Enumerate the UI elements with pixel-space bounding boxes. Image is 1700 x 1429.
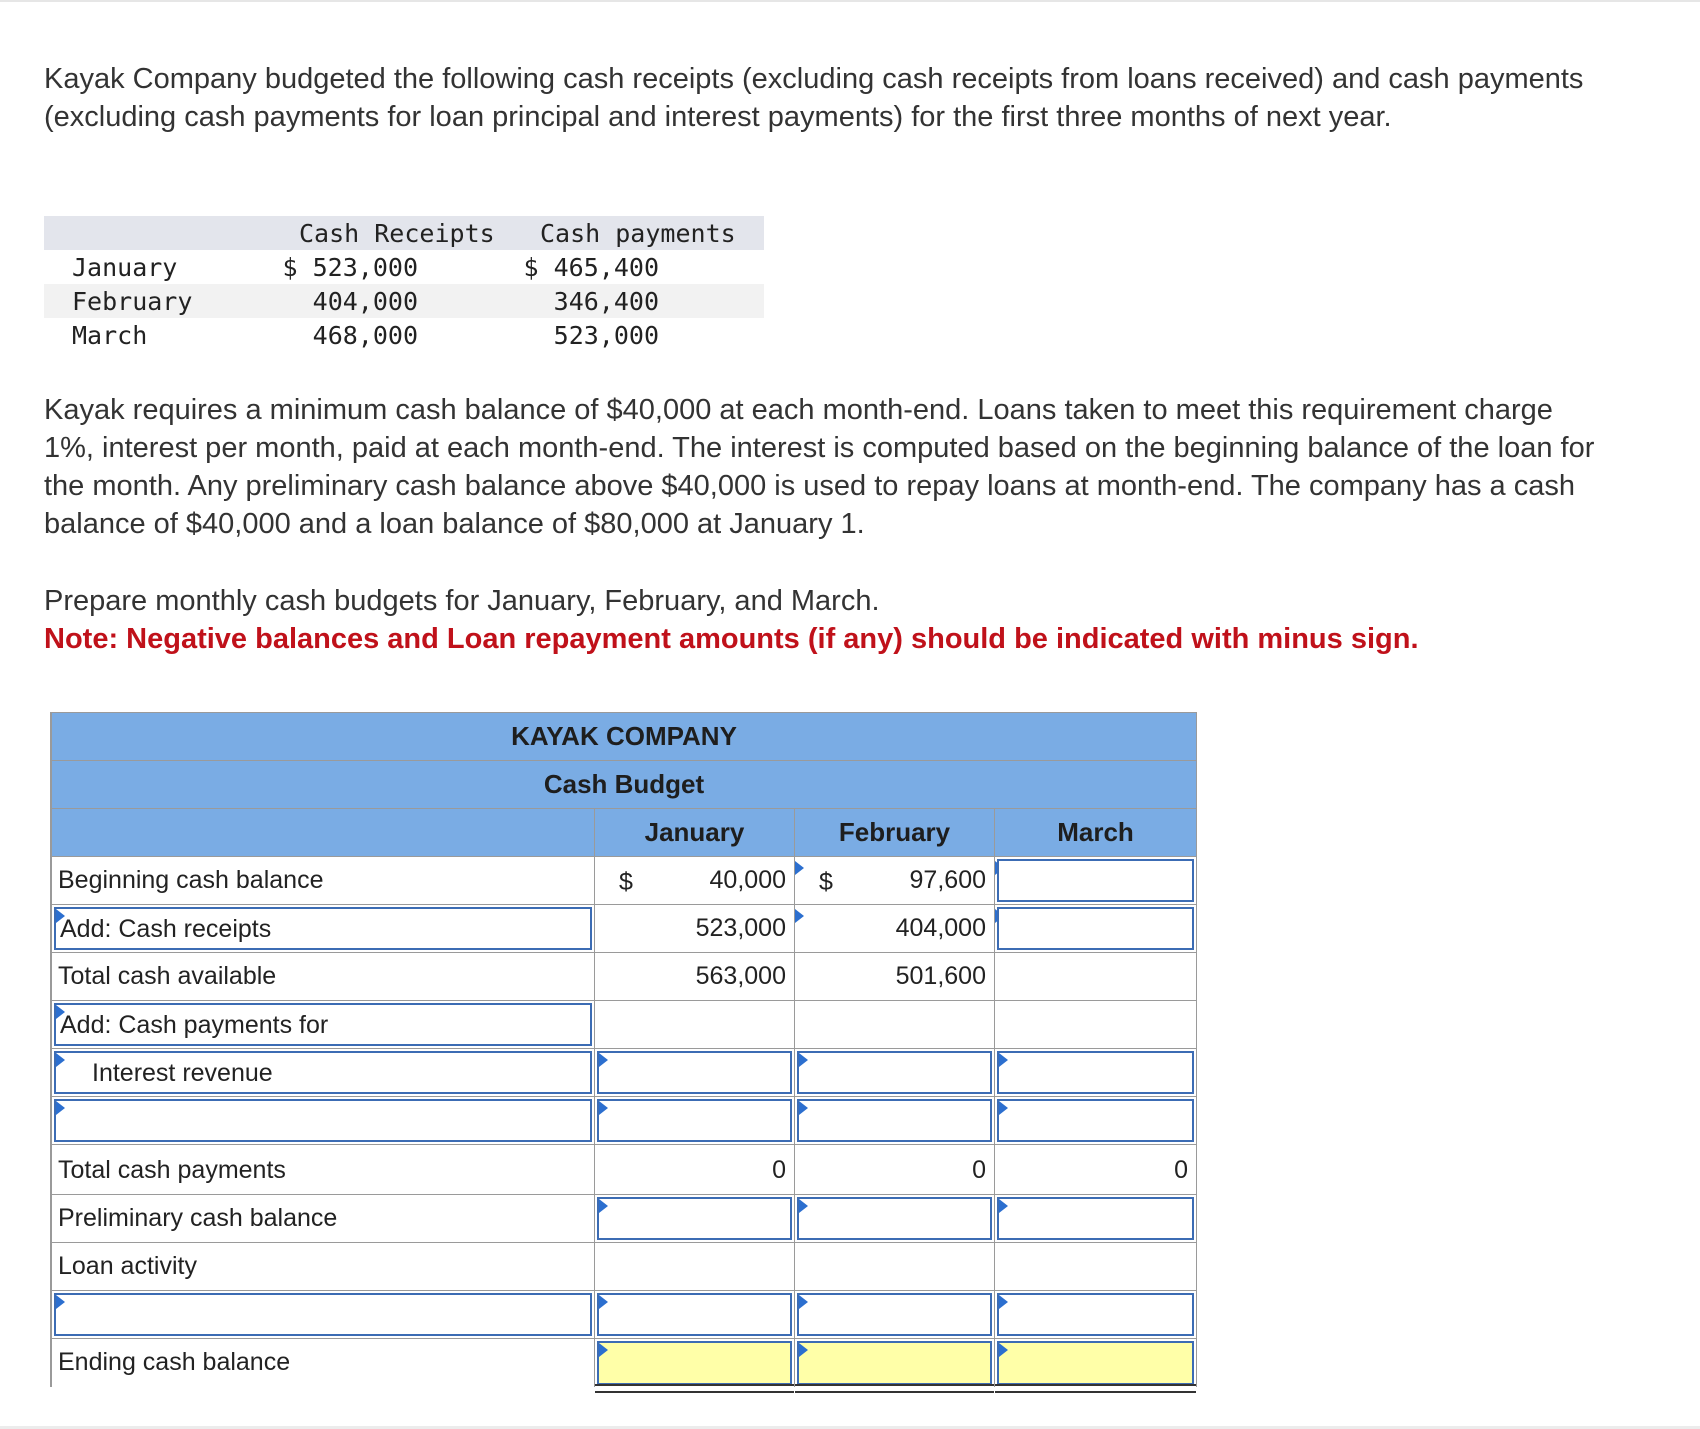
preliminary-january-input[interactable] [597,1197,792,1240]
dropdown-flag-icon [56,909,65,923]
row-total-available [52,953,1196,1001]
preliminary-march-input[interactable] [997,1197,1194,1240]
loan-march-input[interactable] [997,1293,1194,1336]
month-label: February [72,287,193,316]
row-label: Ending cash balance [58,1348,291,1376]
receipts-march[interactable] [994,905,1196,952]
payments-value: 346,400 [553,287,659,316]
cell-value: 0 [972,1156,986,1184]
ending-january[interactable] [594,1339,794,1387]
row-preliminary-balance [52,1195,1196,1243]
receipts-label-select[interactable] [54,907,592,950]
month-header-row [52,809,1196,857]
loan-label-select[interactable] [54,1293,592,1336]
receipts-label-cell[interactable] [52,905,594,952]
row-cash-receipts [52,905,1196,953]
row-blank-payment [52,1097,1196,1145]
blank-february-input[interactable] [797,1099,992,1142]
row-label: Add: Cash receipts [60,915,272,943]
receipts-value: 468,000 [312,321,418,350]
month-label: January [72,253,178,282]
payments-for-label-cell[interactable] [52,1001,594,1048]
receipts-value: 404,000 [312,287,418,316]
budget-title: Cash Budget [543,769,705,799]
payments-value: $ 465,400 [523,253,659,282]
cell-flag-icon [999,1343,1008,1357]
cell-value: 0 [1174,1156,1188,1184]
loan-january-input[interactable] [597,1293,792,1336]
cell-flag-icon [799,1101,808,1115]
ending-march[interactable] [994,1339,1196,1387]
interest-march-input[interactable] [997,1051,1194,1094]
cell-flag-icon [999,1295,1008,1309]
blank-march-input[interactable] [997,1099,1194,1142]
cell-flag-icon [799,1343,808,1357]
beginning-february [794,857,994,904]
interest-march[interactable] [994,1049,1196,1096]
available-january [594,953,794,1000]
row-loan-entry [52,1291,1196,1339]
header-spacer [52,809,594,856]
ending-march-input[interactable] [997,1341,1194,1385]
cell-value: 563,000 [695,962,786,990]
total-payments-march [994,1145,1196,1194]
cell-flag-icon [799,1295,808,1309]
cell-flag-icon [599,1053,608,1067]
budget-title-header [52,761,1196,809]
cell-flag-icon [999,1101,1008,1115]
preliminary-february-input[interactable] [797,1197,992,1240]
cell-flag-icon [599,1199,608,1213]
cell-value: 40,000 [709,866,786,894]
ending-february-input[interactable] [797,1341,992,1385]
double-underline [595,1384,794,1393]
dropdown-flag-icon [56,1101,65,1115]
total-payments-january [594,1145,794,1194]
payments-value: 523,000 [553,321,659,350]
instructions [44,582,1604,658]
dropdown-flag-icon [56,1005,65,1019]
cell-value: 404,000 [895,914,986,942]
payments-for-january [594,1001,794,1048]
cell-flag-icon [999,1199,1008,1213]
double-underline [995,1384,1196,1393]
row-total-payments [52,1145,1196,1195]
dollar-sign: $ [619,868,633,896]
cell-flag-icon [799,1199,808,1213]
company-name: KAYAK COMPANY [511,721,737,751]
month-label: March [72,321,148,350]
blank-february[interactable] [794,1097,994,1144]
row-ending-balance [52,1339,1196,1387]
cell-flag-icon [599,1295,608,1309]
interest-february-input[interactable] [797,1051,992,1094]
loan-label-cell[interactable] [52,1291,594,1338]
requirement-text: Kayak requires a minimum cash balance of $40,000 at each month-end. Loans taken to meet this requirement charge 1%, interest per month, paid at each month-end. The interest is computed based on the beginning balance of the loan for the month. Any preliminary cash balance above $40,000 is used to repay loans at month-end. The company has a cash balance of $40,000 and a loan balance of $80,000 at January 1. [44,394,1595,540]
row-label: Beginning cash balance [58,866,324,894]
row-label: Add: Cash payments for [60,1011,329,1039]
note-text: Note: Negative balances and Loan repayment amounts (if any) should be indicated with minus sign. [44,623,1419,655]
loan-february[interactable] [794,1291,994,1338]
cell-flag-icon [999,1053,1008,1067]
loan-march[interactable] [994,1291,1196,1338]
beginning-january [594,857,794,904]
cell-value: 0 [772,1156,786,1184]
payments-for-label-select[interactable] [54,1003,592,1046]
blank-january[interactable] [594,1097,794,1144]
month-header-march: March [994,809,1196,856]
beginning-march-input[interactable] [997,859,1194,902]
interest-label-cell[interactable] [52,1049,594,1096]
available-february [794,953,994,1000]
given-row-february [44,284,764,318]
cell-value: 501,600 [895,962,986,990]
cell-value: 523,000 [695,914,786,942]
cell-flag-icon [799,1053,808,1067]
receipts-march-input[interactable] [997,907,1194,950]
available-march [994,953,1196,1000]
loan-january[interactable] [594,1291,794,1338]
row-loan-activity [52,1243,1196,1291]
loan-activity-january [594,1243,794,1290]
instruction-text: Prepare monthly cash budgets for January, February, and March. [44,585,880,617]
double-underline [795,1384,994,1393]
blank-label-select[interactable] [54,1099,592,1142]
interest-january[interactable] [594,1049,794,1096]
loan-february-input[interactable] [797,1293,992,1336]
cell-flag-icon [599,1101,608,1115]
dropdown-flag-icon [56,1295,65,1309]
row-label: Preliminary cash balance [58,1204,338,1232]
preliminary-january[interactable] [594,1195,794,1242]
total-payments-february [794,1145,994,1194]
interest-label-select[interactable] [54,1051,592,1094]
header-cash-payments: Cash payments [540,219,736,248]
month-header-january: January [594,809,794,856]
payments-for-february [794,1001,994,1048]
blank-march[interactable] [994,1097,1196,1144]
receipts-january [594,905,794,952]
given-row-january [44,250,764,284]
beginning-march[interactable] [994,857,1196,904]
given-row-march [44,318,764,352]
row-label: Total cash available [58,962,277,990]
blank-label-cell[interactable] [52,1097,594,1144]
loan-activity-march [994,1243,1196,1290]
cell-value: 97,600 [909,866,986,894]
interest-february[interactable] [794,1049,994,1096]
row-label: Interest revenue [92,1059,273,1087]
receipts-february [794,905,994,952]
top-rule [0,0,1700,2]
row-label: Loan activity [58,1252,197,1280]
row-beginning-cash [52,857,1196,905]
ending-february[interactable] [794,1339,994,1387]
interest-january-input[interactable] [597,1051,792,1094]
preliminary-february[interactable] [794,1195,994,1242]
cell-flag-icon [599,1343,608,1357]
dollar-sign: $ [819,868,833,896]
preliminary-march[interactable] [994,1195,1196,1242]
header-cash-receipts: Cash Receipts [299,219,495,248]
ending-january-input[interactable] [597,1341,792,1385]
dropdown-flag-icon [56,1053,65,1067]
cash-budget-table [50,712,1197,1387]
company-header [52,713,1196,761]
given-data-table [44,216,764,352]
given-table-header [44,216,764,250]
loan-activity-february [794,1243,994,1290]
receipts-value: $ 523,000 [282,253,418,282]
intro-text: Kayak Company budgeted the following cash receipts (excluding cash receipts from loans received) and cash payments (excluding cash payments for loan principal and interest payments) for the first three months of next year. [44,63,1584,133]
payments-for-march [994,1001,1196,1048]
row-interest-revenue [52,1049,1196,1097]
row-payments-for [52,1001,1196,1049]
month-header-february: February [794,809,994,856]
row-label: Total cash payments [58,1156,286,1184]
blank-january-input[interactable] [597,1099,792,1142]
